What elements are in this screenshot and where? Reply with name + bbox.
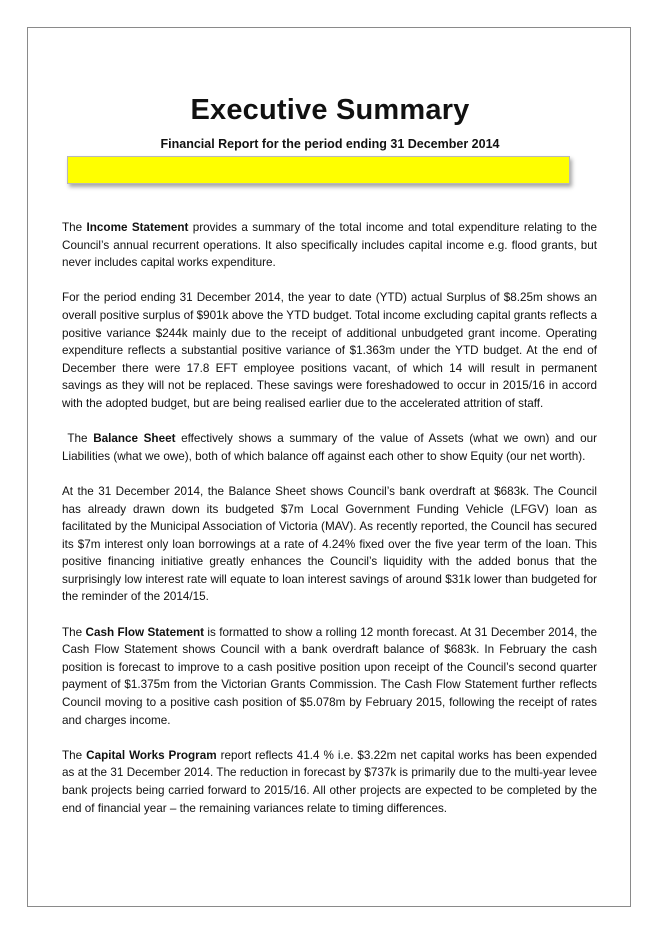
balance-sheet-paragraph: The Balance Sheet effectively shows a summary of the value of Assets (what we own) and our Liabilities (what we owe), both of which balance off against each other to show Equity (our net worth). <box>62 432 597 463</box>
income-statement-paragraph: The Income Statement provides a summary of the total income and total expenditure relating to the Council’s annual recurrent operations. It also specifically includes capital income e.g. flood grants, but never includes capital works expenditure. <box>62 221 598 270</box>
page-title: Executive Summary <box>190 94 470 126</box>
cash-flow-paragraph: The Cash Flow Statement is formatted to show a rolling 12 month forecast. At 31 December 2014, the Cash Flow Statement shows Council with a bank overdraft balance of $683k. In February the cash position is forecast to improve to a cash positive position upon receipt of the Council’s second quarter payment of $1.375m from the Victorian Grants Commission. The Cash Flow Statement further reflects Council moving to a positive cash position of $5.078m by February 2015, following the receipt of rates and charges income. <box>62 625 597 727</box>
body-text <box>62 219 597 835</box>
capital-works-paragraph: The Capital Works Program report reflects 41.4 % i.e. $3.22m net capital works has been expended as at the 31 December 2014. The reduction in forecast by $737k is primarily due to the multi-year levee bank projects being carried forward to 2015/16. All other projects are expected to be completed by the end of financial year – the remaining variances relate to timing differences. <box>62 748 598 815</box>
income-statement-term: Income Statement <box>86 221 189 234</box>
surplus-paragraph: For the period ending 31 December 2014, the year to date (YTD) actual Surplus of $8.25m shows an overall positive surplus of $901k above the YTD budget. Total income excluding capital grants reflects a positive variance $244k mainly due to the receipt of additional unbudgeted grant income. Operating expenditure reflects a substantial positive variance of $1.363m under the YTD budget. At the end of December there were 17.8 EFT employee positions vacant, of which 14 will result in permanent savings as they will not be replaced. These savings were foreshadowed to occur in 2015/16 in accord with the adopted budget, but are being realised earlier due to the accelerated attrition of staff. <box>62 291 597 410</box>
highlight-bar <box>67 156 570 184</box>
capital-works-term: Capital Works Program <box>86 748 217 762</box>
overdraft-paragraph: At the 31 December 2014, the Balance Sheet shows Council’s bank overdraft at $683k. The Council has already drawn down its budgeted $7m Local Government Funding Vehicle (LFGV) loan as facilitated by the Municipal Association of Victoria (MAV). As recently reported, the Council has secured its $7m interest only loan borrowings at a rate of 4.24% fixed over the five year term of the loan. This positive financing initiative greatly enhances the Council’s liquidity with the added bonus that the surprisingly low interest rate will equate to loan interest savings of around $31k lower than budgeted for the reminder of the 2014/15. <box>62 484 597 604</box>
page-subtitle: Financial Report for the period ending 31 December 2014 <box>160 137 500 151</box>
balance-sheet-term: Balance Sheet <box>93 432 176 446</box>
cash-flow-term: Cash Flow Statement <box>85 625 204 639</box>
